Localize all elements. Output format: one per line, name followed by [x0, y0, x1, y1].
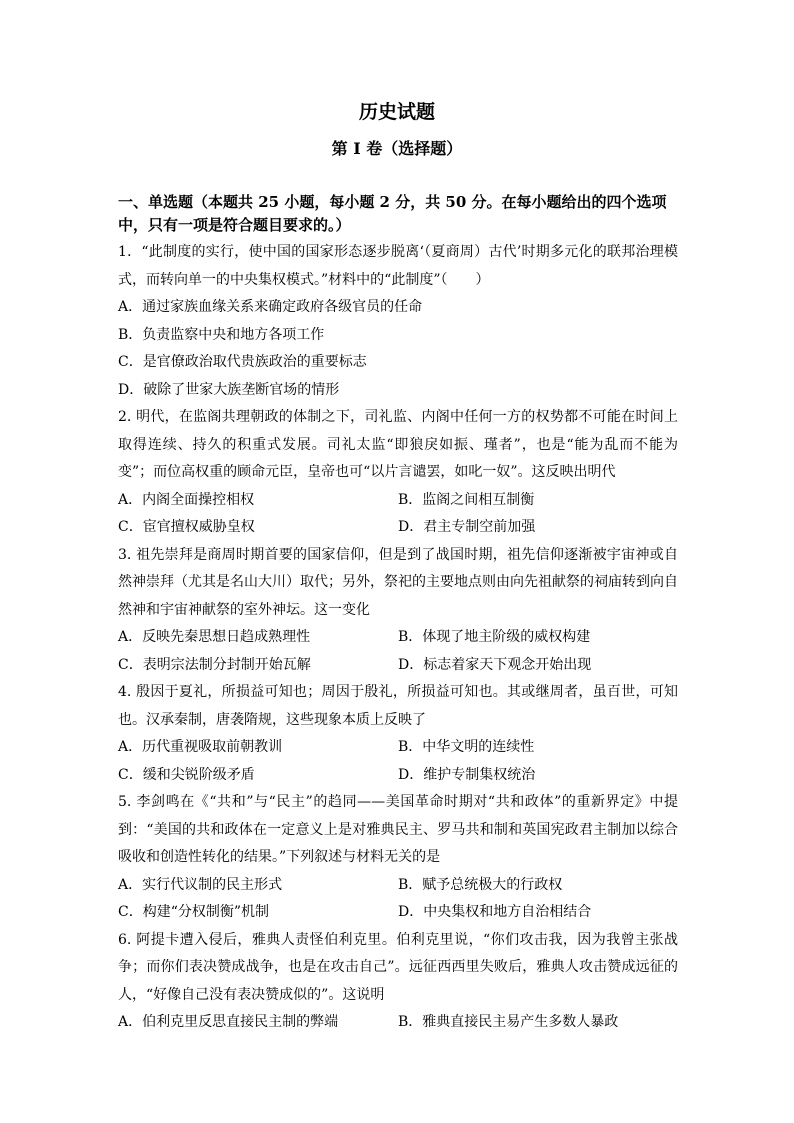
question-stem: 4. 殷因于夏礼，所损益可知也；周因于殷礼，所损益可知也。其或继周者，虽百世，可知也。汉承秦制，唐袭隋规，这些现象本质上反映了 — [118, 684, 678, 728]
option-a[interactable]: A．实行代议制的民主形式 — [118, 876, 283, 893]
options — [118, 294, 678, 404]
question-stem: 2. 明代，在监阁共理朝政的体制之下，司礼监、内阁中任何一方的权势都不可能在时间上取得连续、持久的积重式发展。司礼太监“即狼戾如振、瑾者”，也是“能为乱而不能为变”；而位高权重的顾命元臣，皇帝也可“以片言谴罢，如叱一奴”。这反映出明代 — [118, 409, 678, 480]
option-d[interactable]: D．君主专制空前加强 — [398, 519, 536, 535]
option-a[interactable]: A．通过家族血缘关系来确定政府各级官员的任命 — [118, 299, 423, 315]
option-c[interactable]: C．构建“分权制衡”机制 — [118, 904, 270, 920]
option-d[interactable]: D．破除了世家大族垄断官场的情形 — [118, 381, 340, 398]
option-d[interactable]: D．维护专制集权统治 — [398, 766, 536, 783]
option-b[interactable]: B．雅典直接民主易产生多数人暴政 — [398, 1014, 619, 1030]
exam-content — [118, 191, 678, 1037]
option-b[interactable]: B．负责监察中央和地方各项工作 — [118, 326, 325, 343]
question-stem: 1．“此制度的实行，使中国的国家形态逐步脱离‘（夏商周）古代’时期多元化的联邦治理模式，而转向单一的中央集权模式。”材料中的“此制度”（ ） — [118, 244, 678, 288]
option-a[interactable]: A．反映先秦思想日趋成熟理性 — [118, 629, 311, 645]
option-a[interactable]: A．伯利克里反思直接民主制的弊端 — [118, 1014, 339, 1030]
page-title: 历史试题 — [358, 101, 435, 123]
option-c[interactable]: C．是官僚政治取代贵族政治的重要标志 — [118, 354, 367, 370]
question-5 — [118, 789, 678, 927]
question-stem: 3. 祖先崇拜是商周时期首要的国家信仰，但是到了战国时期，祖先信仰逐渐被宇宙神或自然神崇拜（尤其是名山大川）取代；另外，祭祀的主要地点则由向先祖献祭的祠庙转到向自然神和宇宙神献祭的室外神坛。这一变化 — [118, 546, 678, 618]
option-a[interactable]: A．历代重视吸取前朝教训 — [118, 739, 283, 755]
question-stem: 6. 阿提卡遭入侵后，雅典人责怪伯利克里。伯利克里说，“你们攻击我，因为我曾主张战争；而你们表决赞成战争，也是在攻击自己”。远征西西里失败后，雅典人攻击赞成远征的人，“好像自己没有表决赞成似的”。这说明 — [118, 931, 678, 1003]
options — [118, 1009, 678, 1037]
option-c[interactable]: C．缓和尖锐阶级矛盾 — [118, 766, 255, 783]
options — [118, 872, 678, 927]
option-d[interactable]: D．中央集权和地方自治相结合 — [398, 904, 592, 920]
question-6 — [118, 927, 678, 1037]
option-c[interactable]: C．宦官擅权威胁皇权 — [118, 519, 255, 535]
question-2 — [118, 404, 678, 542]
option-d[interactable]: D．标志着家天下观念开始出现 — [398, 656, 592, 673]
option-b[interactable]: B．赋予总统极大的行政权 — [398, 876, 563, 893]
options — [118, 487, 678, 542]
question-1 — [118, 239, 678, 404]
section-heading: 一、单选题（本题共 25 小题，每小题 2 分，共 50 分。在每小题给出的四个选项中，只有一项是符合题目要求的。） — [118, 193, 667, 234]
question-3 — [118, 542, 678, 680]
option-b[interactable]: B．中华文明的连续性 — [398, 739, 535, 755]
options — [118, 624, 678, 679]
volume-subtitle: 第 I 卷（选择题） — [331, 139, 463, 158]
option-c[interactable]: C．表明宗法制分封制开始瓦解 — [118, 656, 311, 673]
question-4 — [118, 679, 678, 789]
options — [118, 734, 678, 789]
option-b[interactable]: B．监阁之间相互制衡 — [398, 491, 535, 508]
question-stem: 5. 李剑鸣在《“共和”与“民主”的趋同——美国革命时期对“共和政体”的重新界定》中提到：“美国的共和政体在一定意义上是对雅典民主、罗马共和制和英国宪政君主制加以综合吸收和创造性转化的结果。”下列叙述与材料无关的是 — [118, 794, 678, 865]
option-a[interactable]: A．内阁全面操控相权 — [118, 491, 255, 508]
option-b[interactable]: B．体现了地主阶级的威权构建 — [398, 629, 591, 645]
